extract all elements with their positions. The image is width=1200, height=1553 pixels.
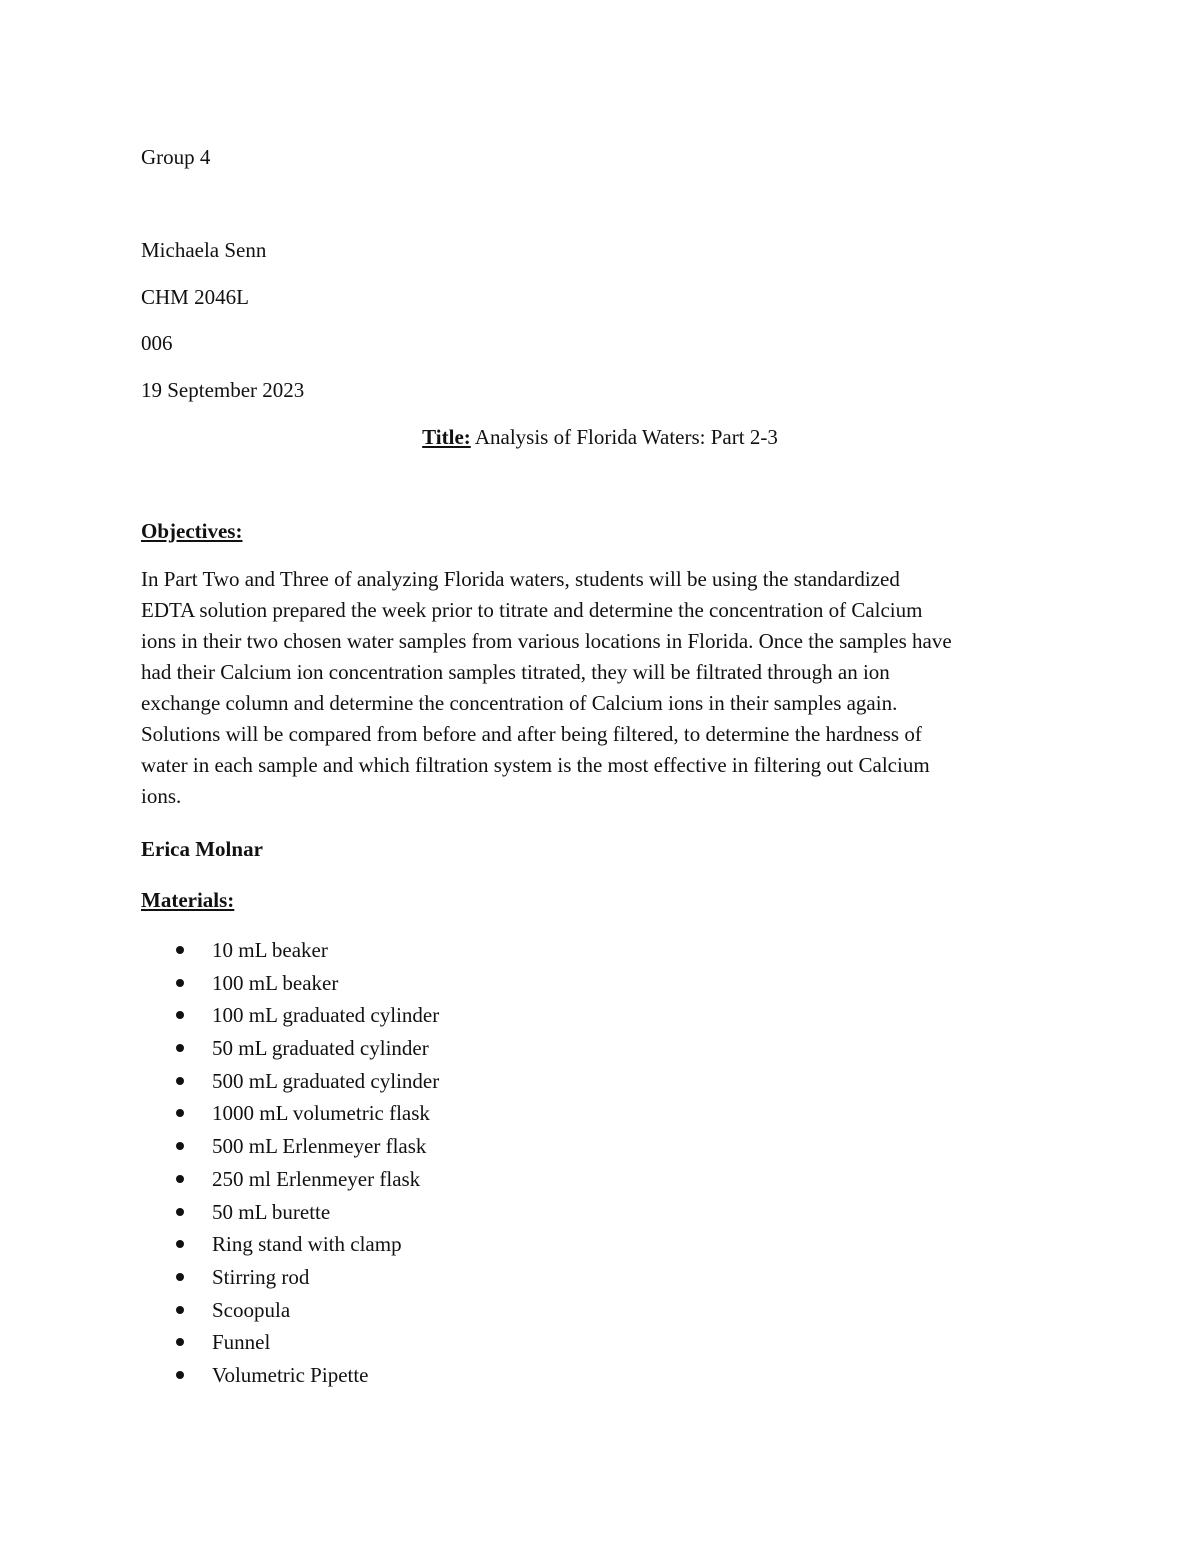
- bullet-icon: [176, 1044, 184, 1052]
- paragraph-line: exchange column and determine the concentration of Calcium ions in their samples again.: [141, 691, 898, 715]
- list-item-text: 50 mL burette: [212, 1199, 331, 1224]
- paragraph-line: Solutions will be compared from before and after being filtered, to determine the hardness of: [141, 722, 922, 746]
- paragraph-line: ions.: [141, 784, 182, 808]
- author-name: Michaela Senn: [141, 238, 267, 262]
- list-item-text: Ring stand with clamp: [212, 1232, 402, 1257]
- objectives-heading: Objectives:: [141, 519, 243, 543]
- list-item-text: 50 mL graduated cylinder: [212, 1036, 429, 1061]
- paragraph-line: In Part Two and Three of analyzing Florida waters, students will be using the standardized: [141, 567, 900, 591]
- bullet-icon: [176, 1338, 184, 1346]
- bullet-icon: [176, 1208, 184, 1216]
- bullet-icon: [176, 1306, 184, 1314]
- list-item-text: 250 ml Erlenmeyer flask: [212, 1166, 421, 1191]
- list-item-text: 500 mL Erlenmeyer flask: [212, 1134, 427, 1159]
- paragraph-line: ions in their two chosen water samples from various locations in Florida. Once the samples have: [141, 629, 952, 653]
- paragraph-line: EDTA solution prepared the week prior to titrate and determine the concentration of Calcium: [141, 598, 923, 622]
- bullet-icon: [176, 1109, 184, 1117]
- course-code: CHM 2046L: [141, 285, 249, 309]
- bullet-icon: [176, 1175, 184, 1183]
- objectives-paragraph: [141, 564, 1061, 812]
- list-item-text: Scoopula: [212, 1297, 291, 1322]
- list-item-text: 10 mL beaker: [212, 938, 328, 962]
- bullet-icon: [176, 1273, 184, 1281]
- bullet-icon: [176, 946, 184, 954]
- section-author: Erica Molnar: [141, 837, 263, 861]
- bullet-icon: [176, 1011, 184, 1019]
- bullet-icon: [176, 979, 184, 987]
- materials-heading: Materials:: [141, 888, 235, 912]
- list-item-text: Stirring rod: [212, 1264, 310, 1289]
- paragraph-line: water in each sample and which filtration system is the most effective in filtering out Calcium: [141, 753, 930, 777]
- section-number: 006: [141, 331, 173, 355]
- bullet-icon: [176, 1371, 184, 1379]
- document-title: [0, 424, 1200, 450]
- list-item-text: 100 mL beaker: [212, 970, 339, 995]
- group-label: Group 4: [141, 145, 211, 169]
- title-label: Title:: [422, 425, 471, 449]
- bullet-icon: [176, 1240, 184, 1248]
- list-item-text: 100 mL graduated cylinder: [212, 1003, 440, 1028]
- date: 19 September 2023: [141, 378, 305, 402]
- list-item-text: 500 mL graduated cylinder: [212, 1068, 440, 1093]
- list-item-text: Volumetric Pipette: [212, 1362, 369, 1387]
- title-text: Analysis of Florida Waters: Part 2-3: [470, 425, 778, 449]
- bullet-icon: [176, 1142, 184, 1150]
- list-item-text: 1000 mL volumetric flask: [212, 1101, 430, 1126]
- list-item-text: Funnel: [212, 1330, 271, 1355]
- bullet-icon: [176, 1077, 184, 1085]
- paragraph-line: had their Calcium ion concentration samples titrated, they will be filtrated through an ion: [141, 660, 890, 684]
